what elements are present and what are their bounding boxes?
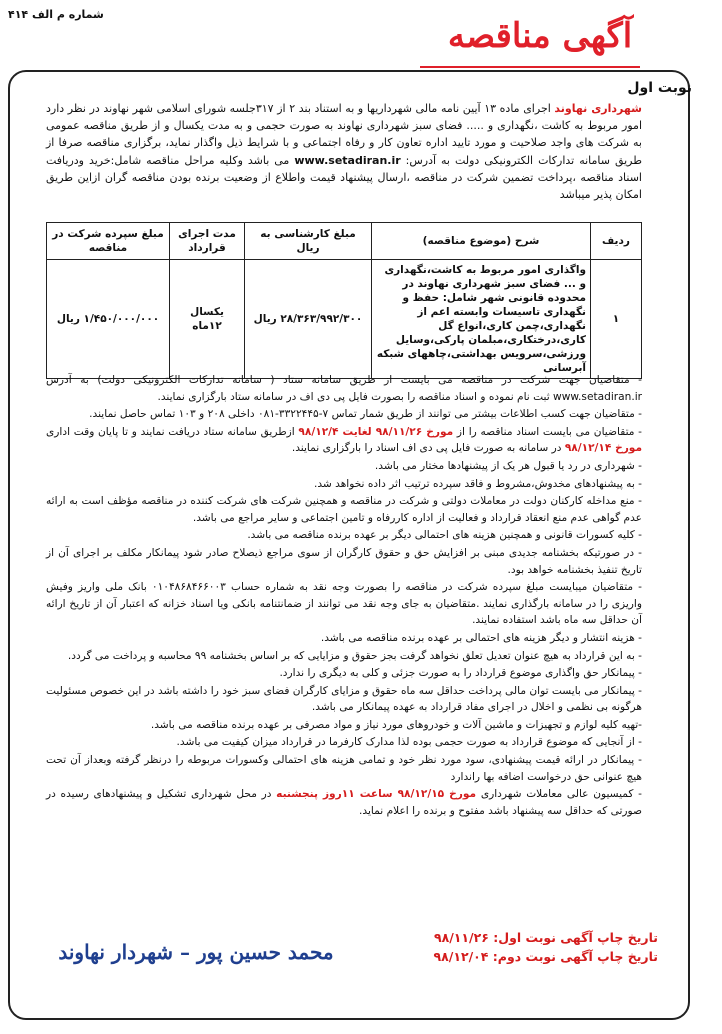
intro-paragraph <box>46 100 642 203</box>
header-duration: مدت اجرای قرارداد <box>170 223 245 260</box>
term-text: ازطریق سامانه ستاد دریافت نمایند و تا پایان وقت اداری <box>46 425 299 438</box>
document-number: شماره م الف ۴۱۴ <box>8 8 104 21</box>
print-dates <box>378 928 658 966</box>
signature: محمد حسین پور – شهردار نهاوند <box>58 940 334 964</box>
term-item: - پیمانکار می بایست توان مالی پرداخت حداقل سه ماه حقوق و مزایای کارگران فضای سبز خود را داشته باشد در این خصوص مسئولیت هرگونه بی نظمی و اخلال در اجرای مفاد قرارداد به عهده پیمانکار می باشد. <box>46 684 642 714</box>
term-commission-date: مورخ ۹۸/۱۲/۱۵ ساعت ۱۱روز پنجشنبه <box>276 788 477 801</box>
cell-duration: یکسال ۱۲ماه <box>170 260 245 379</box>
term-text: در سامانه به صورت فایل پی دی اف اسناد را بارگزاری نمایند. <box>291 442 565 455</box>
page-title: آگهی مناقصه <box>447 16 633 56</box>
cell-expert-price: ۲۸/۳۶۳/۹۹۲/۳۰۰ ریال <box>245 260 372 379</box>
term-item: - شهرداری در رد یا قبول هر یک از پیشنهادها مختار می باشد. <box>374 459 642 472</box>
term-text: - کمیسیون عالی معاملات شهرداری <box>476 788 642 801</box>
cell-row-number: ۱ <box>591 260 642 379</box>
term-item <box>46 786 642 819</box>
header-expert-price: مبلغ کارشناسی به ریال <box>245 223 372 260</box>
term-item: - از آنجایی که موضوع قرارداد به صورت حجمی بوده لذا مدارک کارفرما در قرارداد میزان کیفیت می باشد. <box>176 736 642 749</box>
tender-table <box>46 222 642 379</box>
intro-text-2: می باشد وکلیه مراحل مناقصه شامل:خرید ودریافت اسناد مناقصه ،پرداخت تضمین شرکت در مناقصه ،ارسال پیشنهاد قیمت واطلاع از وضعیت برنده بودن مناقصه گران ازاین طریق امکان پذیر میباشد <box>46 153 642 202</box>
table-row <box>47 260 642 379</box>
term-item: - متقاضیان میبایست مبلغ سپرده شرکت در مناقصه را بصورت وجه نقد به شماره حساب ۰۱۰۴۸۶۸۴۶۶۰۰۳ بانک ملی واریز وفیش واریزی را در سامانه بارگذاری نمایند .متقاضیان به جای وجه نقد می توانند از ضمانتنامه بانکی ویا اسناد خزانه که اعتبار آن از تاریخ ارائه آن حداقل سه ماه باشد استفاده نمایند. <box>46 581 642 627</box>
term-item: - هزینه انتشار و دیگر هزینه های احتمالی بر عهده برنده مناقصه می باشد. <box>320 631 642 644</box>
term-date-range: مورخ ۹۸/۱۱/۲۶ لغایت ۹۸/۱۲/۴ <box>298 425 454 438</box>
header-deposit: مبلغ سپرده شرکت در مناقصه <box>47 223 170 260</box>
header-row-number: ردیف <box>591 223 642 260</box>
website-link[interactable]: www.setadiran.ir <box>294 153 401 167</box>
intro-text-1: اجرای ماده ۱۳ آیین نامه مالی شهرداریها و به استناد بند ۲ از ۳۱۷جلسه شورای اسلامی شهر نهاوند در نظر دارد امور مربوط به کاشت ،نگهداری و ..... فضای سبز شهرداری نهاوند به صورت حجمی و به مدت یکسال و از طریق مناقصه عمومی به شرکت های واجد صلاحیت و مورد تایید اداره تعاون کار و رفاه اجتماعی و با شرایط ذیل واگذار نماید، برگزاری مناقصه صرفا از طریق سامانه تدارکات الکترونیکی دولت به آدرس: <box>46 102 643 167</box>
second-print-date <box>378 947 658 966</box>
term-text: - متقاضیان می بایست اسناد مناقصه را از <box>453 425 642 438</box>
term-item <box>46 424 642 457</box>
date-label: تاریخ چاپ آگهی نوبت اول: <box>488 930 658 945</box>
term-item: - منع مداخله کارکنان دولت در معاملات دولتی و شرکت در مناقصه و همچنین شرکت های شرکت کننده در مناقصه مؤظف است به ارائه عدم گواهی عدم منع انعقاد قرارداد و فعالیت از اداره کاررفاه و تامین اجتماعی و سایر مراجع می باشد. <box>46 495 642 524</box>
term-deadline: مورخ ۹۸/۱۲/۱۴ <box>564 442 642 455</box>
title-underline <box>420 66 640 68</box>
term-item: - متقاضیان جهت کسب اطلاعات بیشتر می توانند از طریق شمار تماس ۷-۳۳۲۲۴۴۵-۰۸۱ داخلی ۲۰۸ و ۱۰۳ تماس حاصل نمایند. <box>89 408 642 421</box>
header-description: شرح (موضوع مناقصه) <box>372 223 591 260</box>
term-text: در محل شهرداری تشکیل و پیشنهادهای رسیده در صورتی که حداقل سه پیشنهاد باشد مفتوح و برنده را اعلام نماید. <box>46 788 642 817</box>
cell-deposit: ۱/۴۵۰/۰۰۰/۰۰۰ ریال <box>47 260 170 379</box>
date-value: ۹۸/۱۲/۰۴ <box>433 949 489 964</box>
term-item: -تهیه کلیه لوازم و تجهیزات و ماشین آلات و خودروهای مورد نیاز و مواد مصرفی بر عهده برنده مناقصه می باشد. <box>150 718 642 731</box>
table-header-row <box>47 223 642 260</box>
term-item: - پیمانکار حق واگذاری موضوع قرارداد را به صورت جزئی و کلی به دیگری را ندارد. <box>279 667 642 680</box>
term-item: - پیمانکار در ارائه قیمت پیشنهادی، سود مورد نظر خود و تمامی هزینه های احتمالی وکسورات مربوطه را درنظر گرفته وبعداز آن تحت هیچ عنوانی حق درخواست اضافه بها راندارد <box>46 754 642 783</box>
term-item: - به پیشنهادهای مخدوش،مشروط و فاقد سپرده ترتیب اثر داده نخواهد شد. <box>313 477 642 490</box>
term-item: - متقاضیان جهت شرکت در مناقصه می بایست از طریق سامانه ستاد ( سامانه تدارکات الکترونیکی دولت) به آدرس www.setadiran.ir ثبت نام نموده و اسناد مناقصه را بصورت فایل پی دی اف در سامانه ستاد بارگزاری نمایند. <box>46 374 642 403</box>
date-value: ۹۸/۱۱/۲۶ <box>433 930 489 945</box>
date-label: تاریخ چاپ آگهی نوبت دوم: <box>488 949 658 964</box>
terms-list <box>46 372 642 820</box>
term-item: - کلیه کسورات قانونی و همچنین هزینه های احتمالی دیگر بر عهده برنده مناقصه می باشد. <box>247 529 642 542</box>
org-name: شهرداری نهاوند <box>554 102 642 115</box>
round-label: نوبت اول <box>627 80 692 96</box>
term-item: - در صورتیکه بخشنامه جدیدی مبنی بر افزایش حق و حقوق کارگران از سوی مراجع ذیصلاح صادر شود پیمانکار مکلف بر اجرای آن از تاریخ تنفیذ بخشنامه خواهد بود. <box>46 546 642 576</box>
cell-description: واگذاری امور مربوط به کاشت،نگهداری و ... فضای سبز شهرداری نهاوند در محدوده قانونی شهر شامل: حفظ و نگهداری تاسیسات وابسته اعم از نگهداری،چمن کاری،انواع گل کاری،درختکاری،مبلمان پارکی،وسایل ورزشی،سرویس بهداشتی،چاههای شبکه آبرسانی <box>372 260 591 379</box>
first-print-date <box>378 928 658 947</box>
term-item: - به این قرارداد به هیچ عنوان تعدیل تعلق نخواهد گرفت بجز حقوق و مزایایی که بر اساس بخشنامه ۹۹ محاسبه و پرداخت می گردد. <box>67 649 642 662</box>
